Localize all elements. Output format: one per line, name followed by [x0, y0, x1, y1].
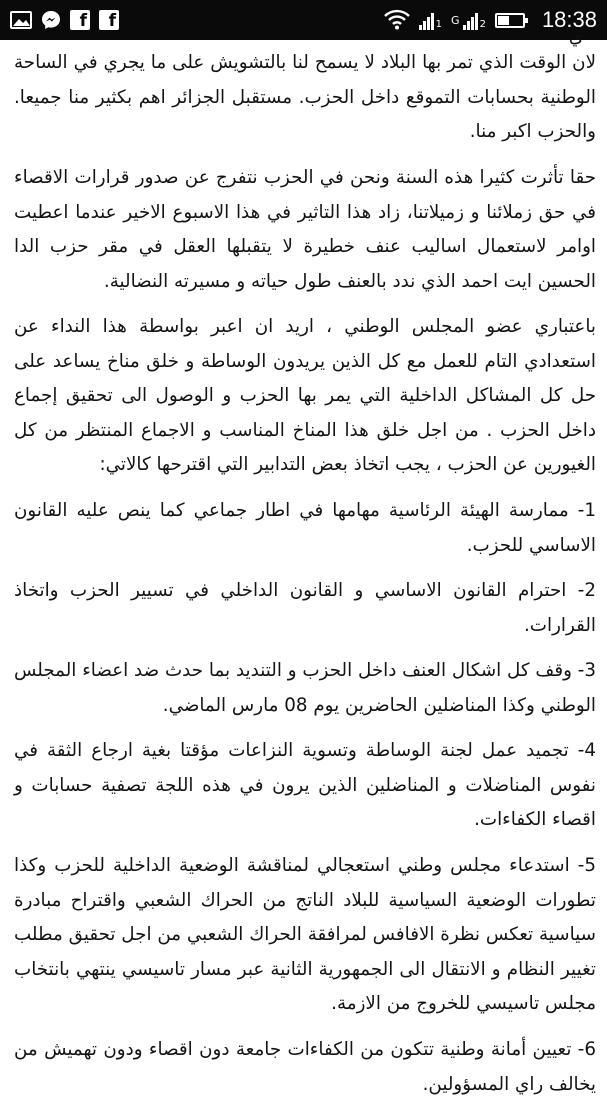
- list-item-4: 4- تجميد عمل لجنة الوساطة وتسوية النزاعات مؤقتا بغية ارجاع الثقة في نفوس المناضلات و المناضلين الذين يرون في هذه اللجة تصفية حسابات و اقصاء الكفاءات.: [14, 740, 596, 830]
- cut-off-text: ي: [568, 26, 583, 47]
- list-item-3: 3- وقف كل اشكال العنف داخل الحزب و التنديد بما حدث ضد اعضاء المجلس الوطني وكذا المناضلين الحاضرين يوم 08 مارس الماضي.: [14, 660, 596, 716]
- signal-1-label: 1: [435, 19, 443, 30]
- list-item-1: 1- ممارسة الهيئة الرئاسية مهامها في اطار جماعي كما ينص عليه القانون الاساسي للحزب.: [14, 500, 596, 556]
- paragraph-intro: لان الوقت الذي تمر بها البلاد لا يسمح لنا بالتشويش على ما يجري في الساحة الوطنية بحسابات التموقع داخل الحزب. مستقبل الجزائر اهم بكثير منا جميعا. والحزب اكبر منا.: [14, 52, 596, 142]
- facebook-icon: f: [70, 10, 90, 30]
- clock: 18:38: [541, 7, 597, 32]
- facebook-icon: f: [99, 10, 119, 30]
- signal-2-label: 2: [479, 19, 486, 30]
- paragraph-call: باعتباري عضو المجلس الوطني ، اريد ان اعبر بواسطة هذا النداء عن استعدادي التام للعمل مع كل الذين يريدون الوساطة و خلق مناخ يساعد على حل كل المشاكل الداخلية التي يمر بها الحزب و الوصول الى تحقيق إجماع داخل الحزب . من اجل خلق هذا المناخ المناسب و الاجماع المنتظر من كل الغيورين عن الحزب ، يجب اتخاذ بعض التدابير التي اقترحها كالاتي:: [14, 316, 596, 475]
- article-body: [0, 26, 607, 1095]
- g-label: G: [451, 13, 460, 27]
- list-item-5: 5- استدعاء مجلس وطني استعجالي لمناقشة الوضعية الداخلية للحزب وكذا تطورات الوضعية السياسية للبلاد الناتج من الحراك الشعبي واقتراح مبادرة سياسية تعكس نظرة الافافس لمرافقة الحراك الشعبي من اجل تحقيق مطلب تغيير النظام و الانتقال الى الجمهورية الثانية عبر مسار تاسيسي ينتهي بانتخاب مجلس تاسيسي للخروج من الازمة.: [13, 855, 596, 1014]
- battery-level: [498, 16, 509, 25]
- list-item-2: 2- احترام القانون الاساسي و القانون الداخلي في تسيير الحزب واتخاذ القرارات.: [14, 580, 596, 636]
- paragraph-violence: حقا تأثرت كثيرا هذه السنة ونحن في الحزب نتفرج عن صدور قرارات الاقصاء في حق زملائنا و زميلاتنا، زاد هذا التاثير في هذا الاسبوع الاخير عندما اعطيت اوامر لاستعمال اساليب عنف خطيرة لا يتقبلها العقل في مقر حزب الدا الحسين ايت احمد الذي ندد بالعنف طول حياته و مسيرته النضالية.: [14, 167, 596, 292]
- list-item-6: 6- تعيين أمانة وطنية تتكون من الكفاءات جامعة دون اقصاء ودون تهميش من يخالف راي المسؤولين.: [14, 1039, 596, 1095]
